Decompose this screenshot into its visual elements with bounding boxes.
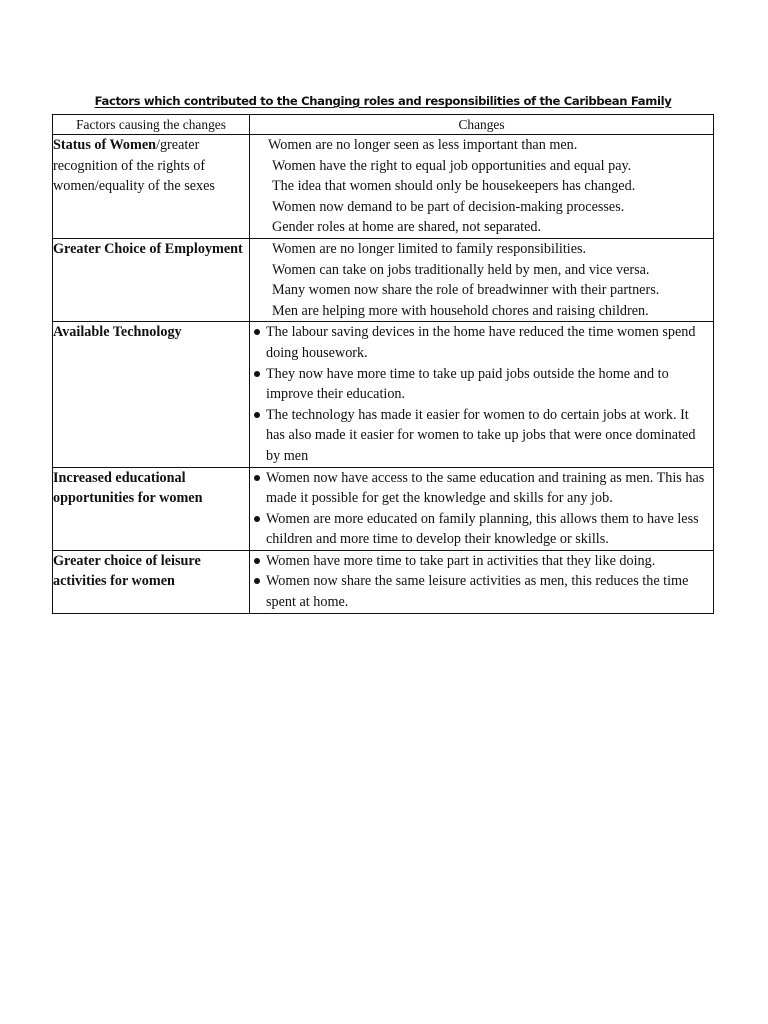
bullet-icon bbox=[254, 329, 260, 335]
list-item: Many women now share the role of breadwinner with their partners. bbox=[272, 282, 660, 299]
bullet-icon bbox=[254, 475, 260, 481]
list-item-text: The technology has made it easier for women to do certain jobs at work. It has also made it easier for women to take up jobs that were once dominated by men bbox=[266, 406, 696, 464]
changes-cell bbox=[250, 550, 714, 613]
factor-cell bbox=[53, 467, 250, 550]
list-item bbox=[266, 364, 709, 405]
list-item: The idea that women should only be housekeepers has changed. bbox=[272, 178, 636, 195]
changes-list bbox=[250, 239, 713, 321]
table-header-row bbox=[53, 115, 714, 135]
factor-name: Greater Choice of Employment bbox=[53, 240, 243, 257]
list-item: Women have the right to equal job opportunities and equal pay. bbox=[272, 157, 632, 174]
list-item-text: Women are more educated on family planning, this allows them to have less children and more time to develop their knowledge or skills. bbox=[266, 510, 699, 548]
list-item bbox=[266, 509, 709, 550]
changes-cell bbox=[250, 135, 714, 239]
list-item bbox=[266, 322, 709, 363]
bullet-icon bbox=[254, 578, 260, 584]
factor-cell bbox=[53, 322, 250, 467]
list-item-text: Women now have access to the same education and training as men. This has made it possible for get the knowledge and skills for any job. bbox=[266, 469, 705, 507]
changes-list bbox=[250, 322, 713, 466]
factor-name: Greater choice of leisure activities for women bbox=[53, 552, 201, 590]
changes-cell bbox=[250, 467, 714, 550]
changes-cell bbox=[250, 238, 714, 321]
factor-name: Status of Women bbox=[53, 137, 157, 153]
changes-list bbox=[250, 468, 713, 550]
table-row bbox=[53, 467, 714, 550]
list-item-text: Women have more time to take part in activities that they like doing. bbox=[266, 552, 656, 569]
changes-cell bbox=[250, 322, 714, 467]
list-item: Men are helping more with household chores and raising children. bbox=[272, 302, 649, 319]
factors-table bbox=[52, 114, 714, 614]
list-item-text: The labour saving devices in the home have reduced the time women spend doing housework. bbox=[266, 324, 696, 361]
list-item bbox=[266, 551, 709, 572]
factor-name: Increased educational opportunities for women bbox=[53, 469, 203, 507]
header-changes: Changes bbox=[250, 115, 714, 135]
changes-list bbox=[250, 135, 713, 238]
list-item-text: They now have more time to take up paid jobs outside the home and to improve their education. bbox=[266, 365, 669, 403]
list-item bbox=[266, 405, 709, 467]
header-factors: Factors causing the changes bbox=[53, 115, 250, 135]
bullet-icon bbox=[254, 371, 260, 377]
bullet-icon bbox=[254, 412, 260, 418]
document-title: Factors which contributed to the Changing roles and responsibilities of the Caribbean Family bbox=[94, 94, 672, 108]
table-row bbox=[53, 238, 714, 321]
list-item: Gender roles at home are shared, not separated. bbox=[272, 219, 542, 236]
factor-cell bbox=[53, 135, 250, 239]
factor-name: Available Technology bbox=[53, 324, 182, 341]
changes-list bbox=[250, 551, 713, 613]
factor-cell bbox=[53, 238, 250, 321]
bullet-icon bbox=[254, 516, 260, 522]
factor-cell bbox=[53, 550, 250, 613]
list-item: Women are no longer seen as less important than men. bbox=[268, 137, 578, 153]
list-item-text: Women now share the same leisure activities as men, this reduces the time spent at home. bbox=[266, 573, 689, 611]
table-row bbox=[53, 550, 714, 613]
factor-description: /greater recognition of the rights of women/equality of the sexes bbox=[53, 137, 215, 195]
list-item bbox=[266, 571, 709, 612]
table-row bbox=[53, 135, 714, 239]
table-row bbox=[53, 322, 714, 467]
bullet-icon bbox=[254, 558, 260, 564]
list-item: Women can take on jobs traditionally held by men, and vice versa. bbox=[272, 261, 650, 278]
list-item: Women now demand to be part of decision-making processes. bbox=[272, 198, 625, 215]
list-item bbox=[266, 468, 709, 509]
list-item: Women are no longer limited to family responsibilities. bbox=[272, 240, 587, 257]
